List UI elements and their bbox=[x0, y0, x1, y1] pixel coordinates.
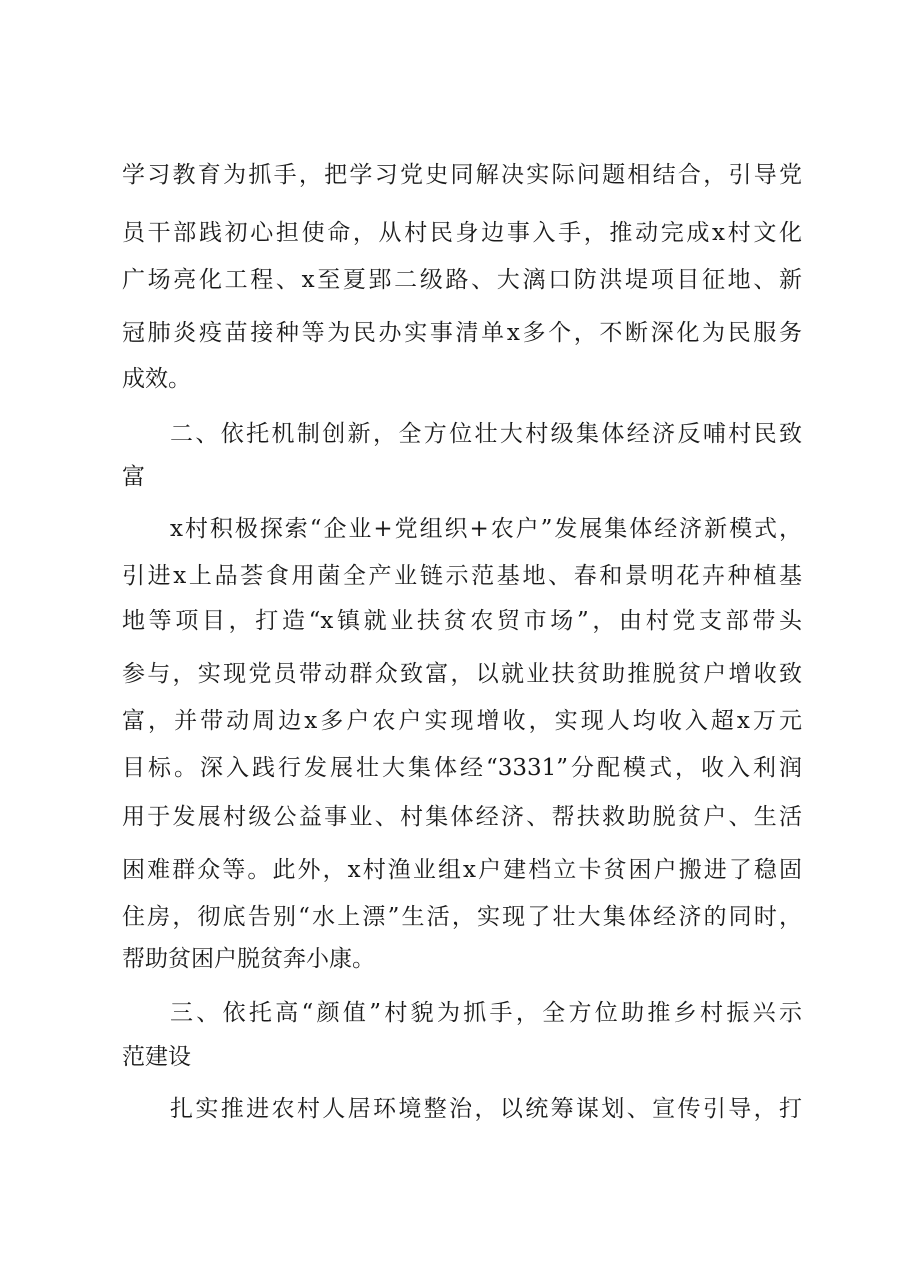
paragraph-2-line-1: x村积极探索“企业+党组织+农户”发展集体经济新模式， bbox=[170, 516, 802, 542]
paragraph-1-line-3: 广场亮化工程、x至夏郢二级路、大漓口防洪堤项目征地、新 bbox=[122, 267, 802, 293]
heading-3-line-1: 三、依托高“颜值”村貌为抓手，全方位助推乡村振兴示 bbox=[170, 1000, 802, 1026]
paragraph-1-line-2: 员干部践初心担使命，从村民身边事入手，推动完成x村文化 bbox=[122, 220, 802, 246]
paragraph-2-line-4: 参与，实现党员带动群众致富，以就业扶贫助推脱贫户增收致 bbox=[122, 661, 802, 687]
paragraph-1-line-1: 学习教育为抓手，把学习党史同解决实际问题相结合，引导党 bbox=[122, 162, 802, 188]
paragraph-2-line-6: 目标。深入践行发展壮大集体经“3331”分配模式，收入利润 bbox=[122, 755, 802, 781]
paragraph-2-line-2: 引进x上品荟食用菌全产业链示范基地、春和景明花卉种植基 bbox=[122, 563, 802, 589]
paragraph-2-line-10: 帮助贫困户脱贫奔小康。 bbox=[122, 946, 375, 972]
paragraph-3-line-1: 扎实推进农村人居环境整治，以统筹谋划、宣传引导，打 bbox=[170, 1096, 802, 1122]
paragraph-2-line-3: 地等项目，打造“x镇就业扶贫农贸市场”，由村党支部带头 bbox=[122, 608, 802, 634]
paragraph-2-line-5: 富，并带动周边x多户农户实现增收，实现人均收入超x万元 bbox=[122, 708, 802, 734]
paragraph-2-line-9: 住房，彻底告别“水上漂”生活，实现了壮大集体经济的同时， bbox=[122, 904, 802, 930]
heading-2-line-2: 富 bbox=[122, 464, 145, 490]
paragraph-1-line-4: 冠肺炎疫苗接种等为民办实事清单x多个，不断深化为民服务 bbox=[122, 320, 802, 346]
heading-3-line-2: 范建设 bbox=[122, 1044, 191, 1070]
paragraph-2-line-7: 用于发展村级公益事业、村集体经济、帮扶救助脱贫户、生活 bbox=[122, 804, 802, 830]
heading-2-line-1: 二、依托机制创新，全方位壮大村级集体经济反哺村民致 bbox=[170, 421, 802, 447]
paragraph-1-line-5: 成效。 bbox=[122, 366, 191, 392]
paragraph-2-line-8: 困难群众等。此外，x村渔业组x户建档立卡贫困户搬进了稳固 bbox=[122, 857, 802, 883]
